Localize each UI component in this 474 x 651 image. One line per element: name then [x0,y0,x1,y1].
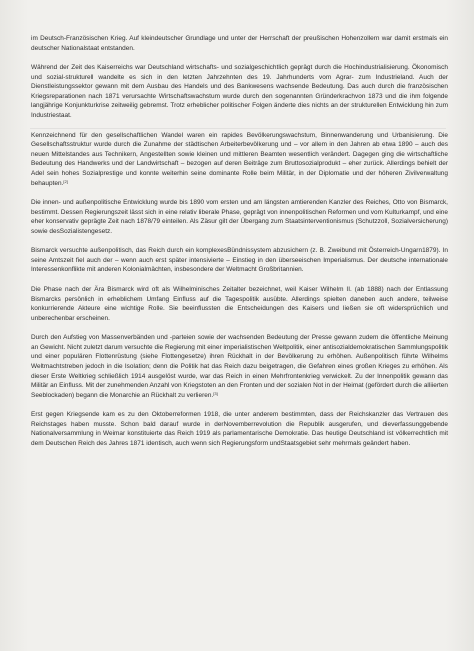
footnote-mark-2[interactable]: [2] [63,178,68,184]
document-body [31,34,448,459]
paragraph-8 [31,410,448,448]
paragraph-1 [31,34,448,53]
paragraph-7-text: Durch den Aufstieg von Massenverbänden und -parteien sowie der wachsenden Bedeutung der Presse gewann zudem die öffentliche Meinung an Gewicht. Nicht zuletzt darum versuchte die Regierung mit einer imperialistischen Weltpolitik, einer antisozialdemokratischen Sammlungspolitik und einer populären Flottenrüstung (siehe Flottengesetze) ihren Rückhalt in der Bevölkerung zu erhöhen. Außenpolitisch führte Wilhelms Weltmachtstreben jedoch in die Isolation; denn die Politik hat das Reich dazu beigetragen, die Gefahren eines großen Krieges zu erhöhen. Als dieser Erste Weltkrieg schließlich 1914 ausgelöst wurde, war das Reich in einen Mehrfrontenkrieg verwickelt. Zu der Innenpolitik gewann das Militär an Einfluss. Mit der zunehmenden Anzahl von Kriegstoten an den Fronten und der sozialen Not in der Heimat (gefördert durch die alliierten Seeblockaden) begann die Monarchie an Rückhalt zu verlieren. [31,334,448,399]
paragraph-4-text: Die innen- und außenpolitische Entwicklung wurde bis 1890 vom ersten und am längsten amtierenden Kanzler des Reiches, Otto von Bismarck, bestimmt. Dessen Regierungszeit lässt sich in eine relativ liberale Phase, geprägt von innenpolitischen Reformen und vom Kulturkampf, und eine eher konservativ geprägte Zeit nach 1878/79 einteilen. Als Zäsur gilt der Übergang zum Staatsinterventionismus (Schutzzoll, Sozialversicherung) sowie desSozialistengesetz. [31,198,448,235]
paragraph-1-text: im Deutsch-Französischen Krieg. Auf kleindeutscher Grundlage und unter der Herrschaft der preußischen Hohenzollern war damit erstmals ein deutscher Nationalstaat entstanden. [31,35,448,52]
footnote-mark-3[interactable]: [3] [213,390,218,396]
paragraph-6-text: Die Phase nach der Ära Bismarck wird oft als Wilhelminisches Zeitalter bezeichnet, weil Kaiser Wilhelm II. (ab 1888) nach der Entlassung Bismarcks persönlich in erheblichem Umfang Einfluss auf die Tagespolitik ausübte. Allerdings spielten daneben auch andere, teilweise konkurrierende Akteure eine wichtige Rolle. Sie beeinflussten die Entscheidungen des Kaisers und ließen sie oft widersprüchlich und unberechenbar erscheinen. [31,285,448,322]
paragraph-4 [31,198,448,236]
paragraph-2 [31,63,448,121]
paragraph-3-text: Kennzeichnend für den gesellschaftlichen Wandel waren ein rapides Bevölkerungswachstum, Binnenwanderung und Urbanisierung. Die Gesellschaftsstruktur wurde durch die Zunahme der städtischen Arbeiterbevölkerung und – vor allem in den Jahren ab etwa 1890 – auch des neuen Mittelstandes aus Technikern, Angestellten sowie kleinen und mittleren Beamten wesentlich verändert. Dagegen ging die wirtschaftliche Bedeutung des Handwerks und der Landwirtschaft – bezogen auf deren Beiträge zum Bruttosozialprodukt – eher zurück. Allerdings behielt der Adel sein hohes Sozialprestige und konnte weiterhin seine dominante Rolle beim Militär, in der Diplomatie und der höheren Zivilverwaltung behaupten. [31,131,448,187]
paragraph-7 [31,333,448,400]
paragraph-2-text: Während der Zeit des Kaiserreichs war Deutschland wirtschafts- und sozialgeschichtlich geprägt durch die Hochindustrialisierung. Ökonomisch und sozial-strukturell wandelte es sich in den letzten Jahrzehnten des 19. Jahrhunderts vom Agrar- zum Industrieland. Auch der Dienstleistungssektor gewann mit dem Ausbau des Handels und des Bankwesens wachsende Bedeutung. Das auch durch die französischen Kriegsreparationen nach 1871 verursachte Wirtschaftswachstum wurde durch den sogenannten Gründerkrachvon 1873 und die ihm folgende langjährige Konjunkturkrise zeitweilig gebremst. Trotz erheblicher politischer Folgen änderte dies nichts an der strukturellen Entwicklung hin zum Industriestaat. [31,64,448,120]
paragraph-5 [31,246,448,275]
paragraph-6 [31,285,448,323]
paragraph-5-text: Bismarck versuchte außenpolitisch, das Reich durch ein komplexesBündnissystem abzusichern (z. B. Zweibund mit Österreich-Ungarn1879). In seine Amtszeit fiel auch der – wenn auch erst später intensivierte – Einstieg in den überseeischen Imperialismus. Der deutsche internationale Interessenkonflikte mit anderen Kolonialmächten, insbesondere der Weltmacht Großbritannien. [31,247,448,274]
paragraph-3 [31,131,448,189]
paragraph-8-text: Erst gegen Kriegsende kam es zu den Oktoberreformen 1918, die unter anderem bestimmten, dass der Reichskanzler das Vertrauen des Reichstages haben musste. Schon bald darauf wurde in derNovemberrevolution die Republik ausgerufen, und dieverfassunggebende Nationalversammlung in Weimar konstituierte das Reich 1919 als parlamentarische Demokratie. Das heutige Deutschland ist völkerrechtlich mit dem Deutschen Reich des Jahres 1871 identisch, auch wenn sich Regierungsform undStaatsgebiet sehr mehrmals geändert haben. [31,411,448,448]
